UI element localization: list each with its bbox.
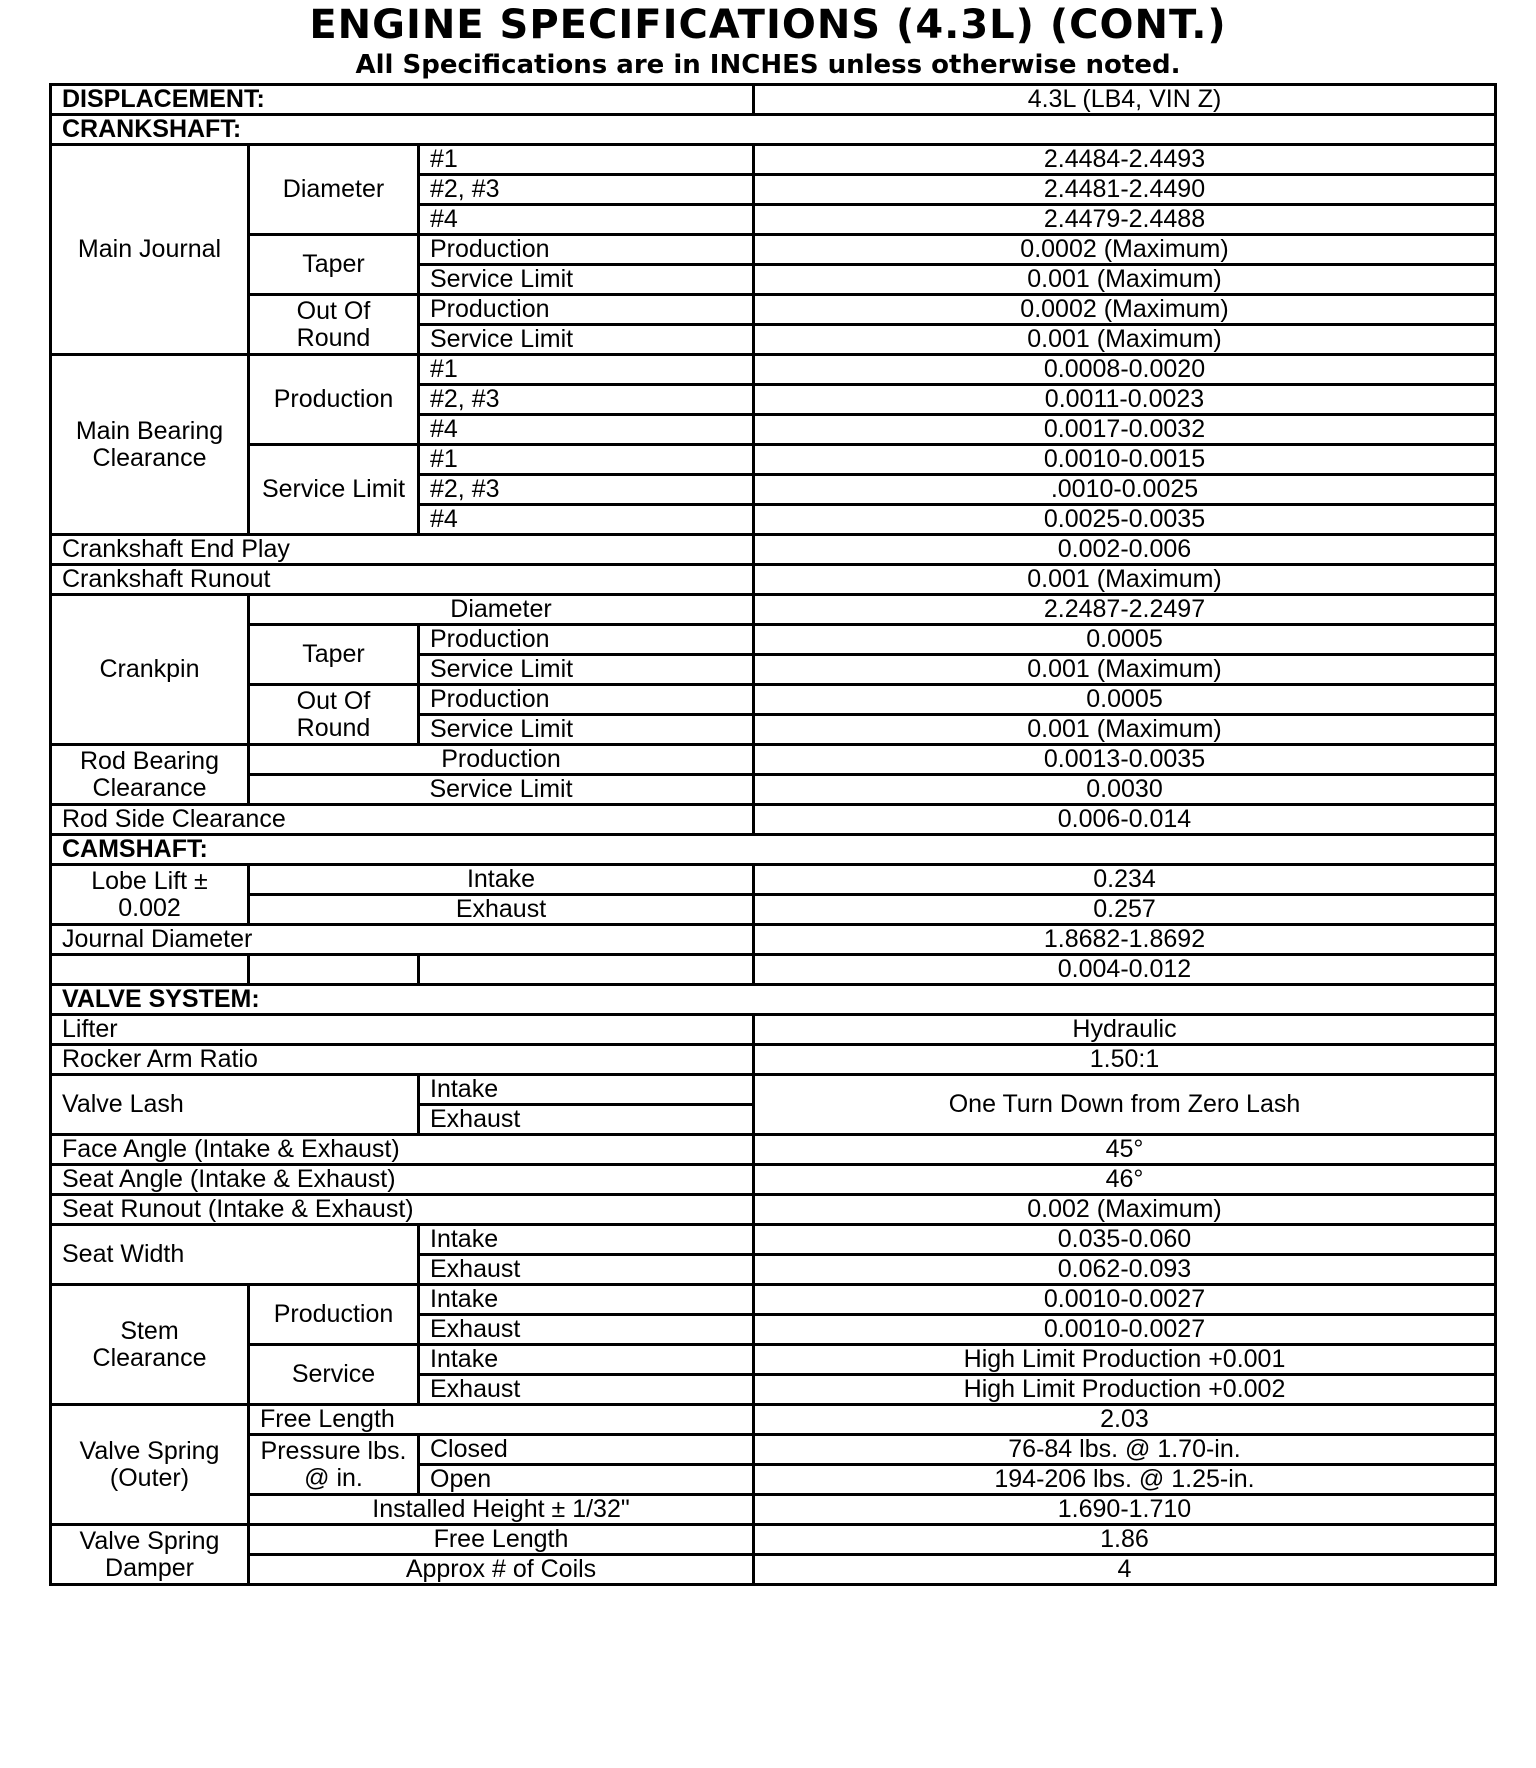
row-value: 2.4481-2.4490 — [754, 175, 1496, 205]
table-row — [51, 625, 1496, 655]
table-row — [51, 535, 1496, 565]
rod-bearing-clearance-label: Rod Bearing Clearance — [51, 745, 249, 805]
table-row — [51, 445, 1496, 475]
crankpin-taper-label: Taper — [249, 625, 419, 685]
row-value: 0.0030 — [754, 775, 1496, 805]
table-row — [51, 85, 1496, 115]
spring-free-length-value: 2.03 — [754, 1405, 1496, 1435]
crankpin-diameter-label: Diameter — [249, 595, 754, 625]
stem-clearance-label: Stem Clearance — [51, 1285, 249, 1405]
table-row — [51, 1405, 1496, 1435]
rocker-arm-ratio-value: 1.50:1 — [754, 1045, 1496, 1075]
row-label: Service Limit — [419, 325, 754, 355]
row-label: Production — [419, 625, 754, 655]
installed-height-value: 1.690-1.710 — [754, 1495, 1496, 1525]
stem-service-label: Service — [249, 1345, 419, 1405]
table-row — [51, 565, 1496, 595]
camshaft-header: CAMSHAFT: — [51, 835, 1496, 865]
valve-system-header: VALVE SYSTEM: — [51, 985, 1496, 1015]
row-label: Exhaust — [249, 895, 754, 925]
row-label: Closed — [419, 1435, 754, 1465]
displacement-value: 4.3L (LB4, VIN Z) — [754, 85, 1496, 115]
row-value: 0.0008-0.0020 — [754, 355, 1496, 385]
rod-side-clearance-label: Rod Side Clearance — [51, 805, 754, 835]
row-value: 0.062-0.093 — [754, 1255, 1496, 1285]
lifter-value: Hydraulic — [754, 1015, 1496, 1045]
row-value: High Limit Production +0.001 — [754, 1345, 1496, 1375]
face-angle-value: 45° — [754, 1135, 1496, 1165]
row-value: 2.4479-2.4488 — [754, 205, 1496, 235]
seat-width-label: Seat Width — [51, 1225, 419, 1285]
row-label: Production — [419, 685, 754, 715]
row-value: 4 — [754, 1555, 1496, 1585]
table-row — [51, 1495, 1496, 1525]
lifter-label: Lifter — [51, 1015, 754, 1045]
crankpin-out-of-round-label: Out Of Round — [249, 685, 419, 745]
table-row — [51, 985, 1496, 1015]
row-value: 0.0010-0.0027 — [754, 1315, 1496, 1345]
main-bearing-clearance-label: Main Bearing Clearance — [51, 355, 249, 535]
row-value: 2.4484-2.4493 — [754, 145, 1496, 175]
table-row — [51, 1345, 1496, 1375]
row-label: Production — [249, 745, 754, 775]
row-value: .0010-0.0025 — [754, 475, 1496, 505]
row-value: 0.0011-0.0023 — [754, 385, 1496, 415]
table-row — [51, 1525, 1496, 1555]
page-title: ENGINE SPECIFICATIONS (4.3L) (CONT.) — [309, 2, 1227, 48]
seat-angle-label: Seat Angle (Intake & Exhaust) — [51, 1165, 754, 1195]
row-label: #2, #3 — [419, 475, 754, 505]
lobe-lift-label: Lobe Lift ± 0.002 — [51, 865, 249, 925]
table-row — [51, 955, 1496, 985]
table-row — [51, 1165, 1496, 1195]
main-journal-taper-label: Taper — [249, 235, 419, 295]
page-subtitle: All Specifications are in INCHES unless otherwise noted. — [355, 50, 1181, 80]
row-label: Free Length — [249, 1525, 754, 1555]
row-label: Production — [419, 235, 754, 265]
row-value: 0.257 — [754, 895, 1496, 925]
table-row — [51, 1435, 1496, 1465]
blank-cell — [51, 955, 249, 985]
row-value: 0.0013-0.0035 — [754, 745, 1496, 775]
row-label: Exhaust — [419, 1255, 754, 1285]
table-row — [51, 145, 1496, 175]
table-row — [51, 925, 1496, 955]
blank-cell — [419, 955, 754, 985]
row-label: Service Limit — [419, 265, 754, 295]
row-label: #1 — [419, 355, 754, 385]
displacement-label: DISPLACEMENT: — [51, 85, 754, 115]
seat-runout-value: 0.002 (Maximum) — [754, 1195, 1496, 1225]
table-row — [51, 805, 1496, 835]
crankshaft-end-play-label: Crankshaft End Play — [51, 535, 754, 565]
valve-lash-value: One Turn Down from Zero Lash — [754, 1075, 1496, 1135]
row-value: 1.86 — [754, 1525, 1496, 1555]
table-row — [51, 895, 1496, 925]
table-row — [51, 355, 1496, 385]
row-value: 0.001 (Maximum) — [754, 715, 1496, 745]
row-label: #2, #3 — [419, 385, 754, 415]
stem-production-label: Production — [249, 1285, 419, 1345]
crankshaft-header: CRANKSHAFT: — [51, 115, 1496, 145]
row-label: #4 — [419, 415, 754, 445]
row-label: Intake — [419, 1225, 754, 1255]
table-row — [51, 865, 1496, 895]
row-value: 0.0010-0.0015 — [754, 445, 1496, 475]
row-label: Exhaust — [419, 1105, 754, 1135]
row-value: 0.0017-0.0032 — [754, 415, 1496, 445]
journal-diameter-value: 1.8682-1.8692 — [754, 925, 1496, 955]
row-label: Exhaust — [419, 1375, 754, 1405]
table-row — [51, 1225, 1496, 1255]
row-label: Intake — [249, 865, 754, 895]
row-value: 0.001 (Maximum) — [754, 325, 1496, 355]
seat-runout-label: Seat Runout (Intake & Exhaust) — [51, 1195, 754, 1225]
row-label: Approx # of Coils — [249, 1555, 754, 1585]
main-journal-label: Main Journal — [51, 145, 249, 355]
table-row — [51, 1075, 1496, 1105]
blank-row-value: 0.004-0.012 — [754, 955, 1496, 985]
face-angle-label: Face Angle (Intake & Exhaust) — [51, 1135, 754, 1165]
row-label: #1 — [419, 445, 754, 475]
engine-spec-table — [49, 83, 1497, 1586]
row-label: Intake — [419, 1345, 754, 1375]
crankshaft-runout-value: 0.001 (Maximum) — [754, 565, 1496, 595]
row-value: 0.0010-0.0027 — [754, 1285, 1496, 1315]
row-value: 0.0002 (Maximum) — [754, 235, 1496, 265]
main-bearing-production-label: Production — [249, 355, 419, 445]
row-label: #4 — [419, 505, 754, 535]
table-row — [51, 1045, 1496, 1075]
crankpin-diameter-value: 2.2487-2.2497 — [754, 595, 1496, 625]
row-label: Open — [419, 1465, 754, 1495]
table-row — [51, 1015, 1496, 1045]
row-label: Service Limit — [419, 715, 754, 745]
row-value: 0.0005 — [754, 625, 1496, 655]
row-label: #1 — [419, 145, 754, 175]
row-label: Production — [419, 295, 754, 325]
crankpin-label: Crankpin — [51, 595, 249, 745]
row-value: 0.234 — [754, 865, 1496, 895]
row-label: #2, #3 — [419, 175, 754, 205]
valve-spring-damper-label: Valve Spring Damper — [51, 1525, 249, 1585]
rocker-arm-ratio-label: Rocker Arm Ratio — [51, 1045, 754, 1075]
spring-free-length-label: Free Length — [249, 1405, 754, 1435]
blank-cell — [249, 955, 419, 985]
row-label: Intake — [419, 1285, 754, 1315]
table-row — [51, 1135, 1496, 1165]
row-value: 0.035-0.060 — [754, 1225, 1496, 1255]
row-label: Exhaust — [419, 1315, 754, 1345]
table-row — [51, 685, 1496, 715]
table-row — [51, 595, 1496, 625]
table-row — [51, 1195, 1496, 1225]
row-value: 0.001 (Maximum) — [754, 655, 1496, 685]
table-row — [51, 1285, 1496, 1315]
row-value: 0.0025-0.0035 — [754, 505, 1496, 535]
rod-side-clearance-value: 0.006-0.014 — [754, 805, 1496, 835]
row-value: 194-206 lbs. @ 1.25-in. — [754, 1465, 1496, 1495]
row-label: Intake — [419, 1075, 754, 1105]
crankshaft-end-play-value: 0.002-0.006 — [754, 535, 1496, 565]
main-journal-diameter-label: Diameter — [249, 145, 419, 235]
main-bearing-service-limit-label: Service Limit — [249, 445, 419, 535]
table-row — [51, 775, 1496, 805]
installed-height-label: Installed Height ± 1/32" — [249, 1495, 754, 1525]
row-value: 0.0005 — [754, 685, 1496, 715]
row-value: 0.0002 (Maximum) — [754, 295, 1496, 325]
crankshaft-runout-label: Crankshaft Runout — [51, 565, 754, 595]
row-value: High Limit Production +0.002 — [754, 1375, 1496, 1405]
main-journal-out-of-round-label: Out Of Round — [249, 295, 419, 355]
valve-spring-outer-label: Valve Spring (Outer) — [51, 1405, 249, 1525]
row-value: 76-84 lbs. @ 1.70-in. — [754, 1435, 1496, 1465]
table-row — [51, 115, 1496, 145]
journal-diameter-label: Journal Diameter — [51, 925, 754, 955]
row-label: #4 — [419, 205, 754, 235]
row-value: 0.001 (Maximum) — [754, 265, 1496, 295]
row-label: Service Limit — [249, 775, 754, 805]
valve-lash-label: Valve Lash — [51, 1075, 419, 1135]
table-row — [51, 835, 1496, 865]
table-row — [51, 745, 1496, 775]
seat-angle-value: 46° — [754, 1165, 1496, 1195]
table-row — [51, 295, 1496, 325]
table-row — [51, 235, 1496, 265]
row-label: Service Limit — [419, 655, 754, 685]
table-row — [51, 1555, 1496, 1585]
spring-pressure-label: Pressure lbs. @ in. — [249, 1435, 419, 1495]
